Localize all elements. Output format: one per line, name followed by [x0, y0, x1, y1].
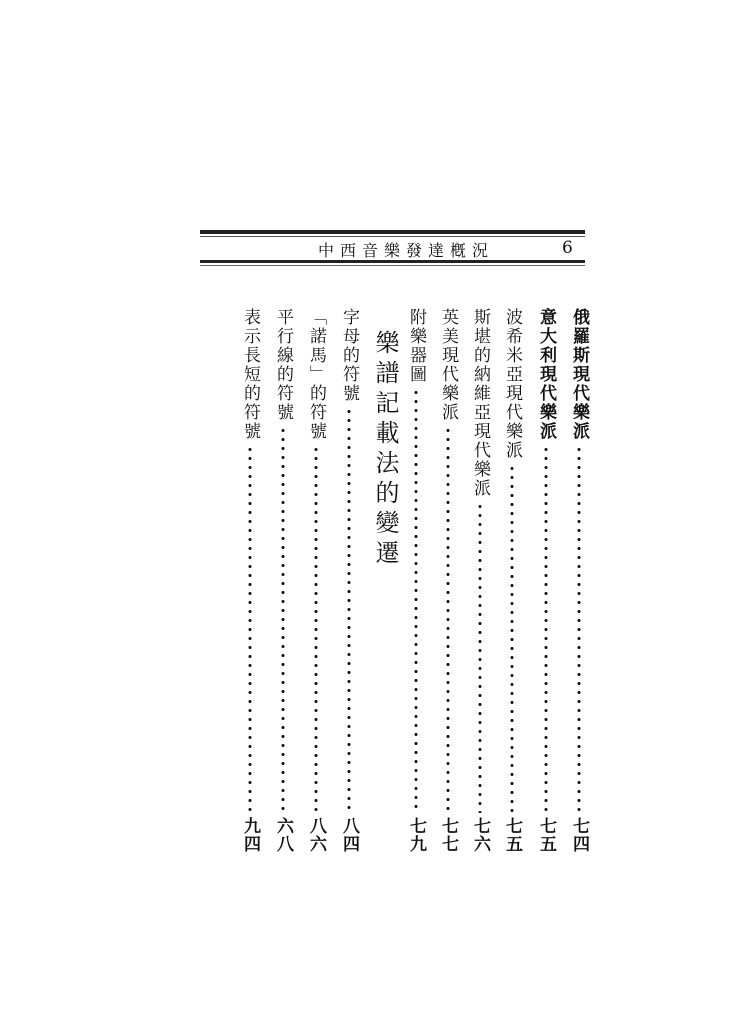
dot-leader: [435, 426, 461, 813]
toc-entry: [566, 308, 592, 853]
toc-entry: [403, 308, 429, 853]
toc-entry-page: 七四: [569, 817, 589, 853]
toc-entry-title: 意大利現代樂派: [536, 308, 556, 441]
toc-entry: [533, 308, 559, 853]
toc-entry-title: 英美現代樂派: [438, 308, 458, 422]
dot-leader: [403, 388, 429, 813]
toc-entry-page: 六八: [273, 817, 293, 853]
dot-leader: [237, 445, 263, 813]
toc-entry-title: 附樂器圖: [406, 308, 426, 384]
toc-entry: [237, 308, 263, 853]
toc-entry-page: 八六: [306, 817, 326, 853]
dot-leader: [270, 426, 296, 813]
toc-entry-page: 七九: [406, 817, 426, 853]
dot-leader: [336, 407, 362, 813]
toc-entry-title: 波希米亞現代樂派: [502, 308, 522, 460]
toc-entry-page: 七五: [536, 817, 556, 853]
toc-entry-page: 八四: [339, 817, 359, 853]
toc-entry: [467, 308, 493, 853]
toc-entry-title: 表示長短的符號: [240, 308, 260, 441]
toc-entry-page: 九四: [240, 817, 260, 853]
toc-entry: [303, 308, 329, 853]
dot-leader: [566, 445, 592, 813]
running-title: 中西音樂發達槪況: [318, 241, 495, 260]
section-heading: 樂譜記載法的變遷: [371, 330, 399, 570]
dot-leader: [499, 464, 525, 813]
page-number: 6: [562, 238, 573, 258]
dot-leader: [467, 502, 493, 813]
toc-entry-page: 七六: [470, 817, 490, 853]
toc-entry-title: 平行線的符號: [273, 308, 293, 422]
toc-entry-title: 「諾馬」的符號: [306, 308, 326, 441]
toc-entry: [499, 308, 525, 853]
dot-leader: [533, 445, 559, 813]
toc-entry: [435, 308, 461, 853]
toc-entry-title: 字母的符號: [339, 308, 359, 403]
toc-entry-page: 七七: [438, 817, 458, 853]
toc-entry-title: 斯堪的納維亞現代樂派: [470, 308, 490, 498]
toc-entry: [270, 308, 296, 853]
dot-leader: [303, 445, 329, 813]
toc-entry-title: 俄羅斯現代樂派: [569, 308, 589, 441]
toc-entry: [336, 308, 362, 853]
toc-entry-page: 七五: [502, 817, 522, 853]
